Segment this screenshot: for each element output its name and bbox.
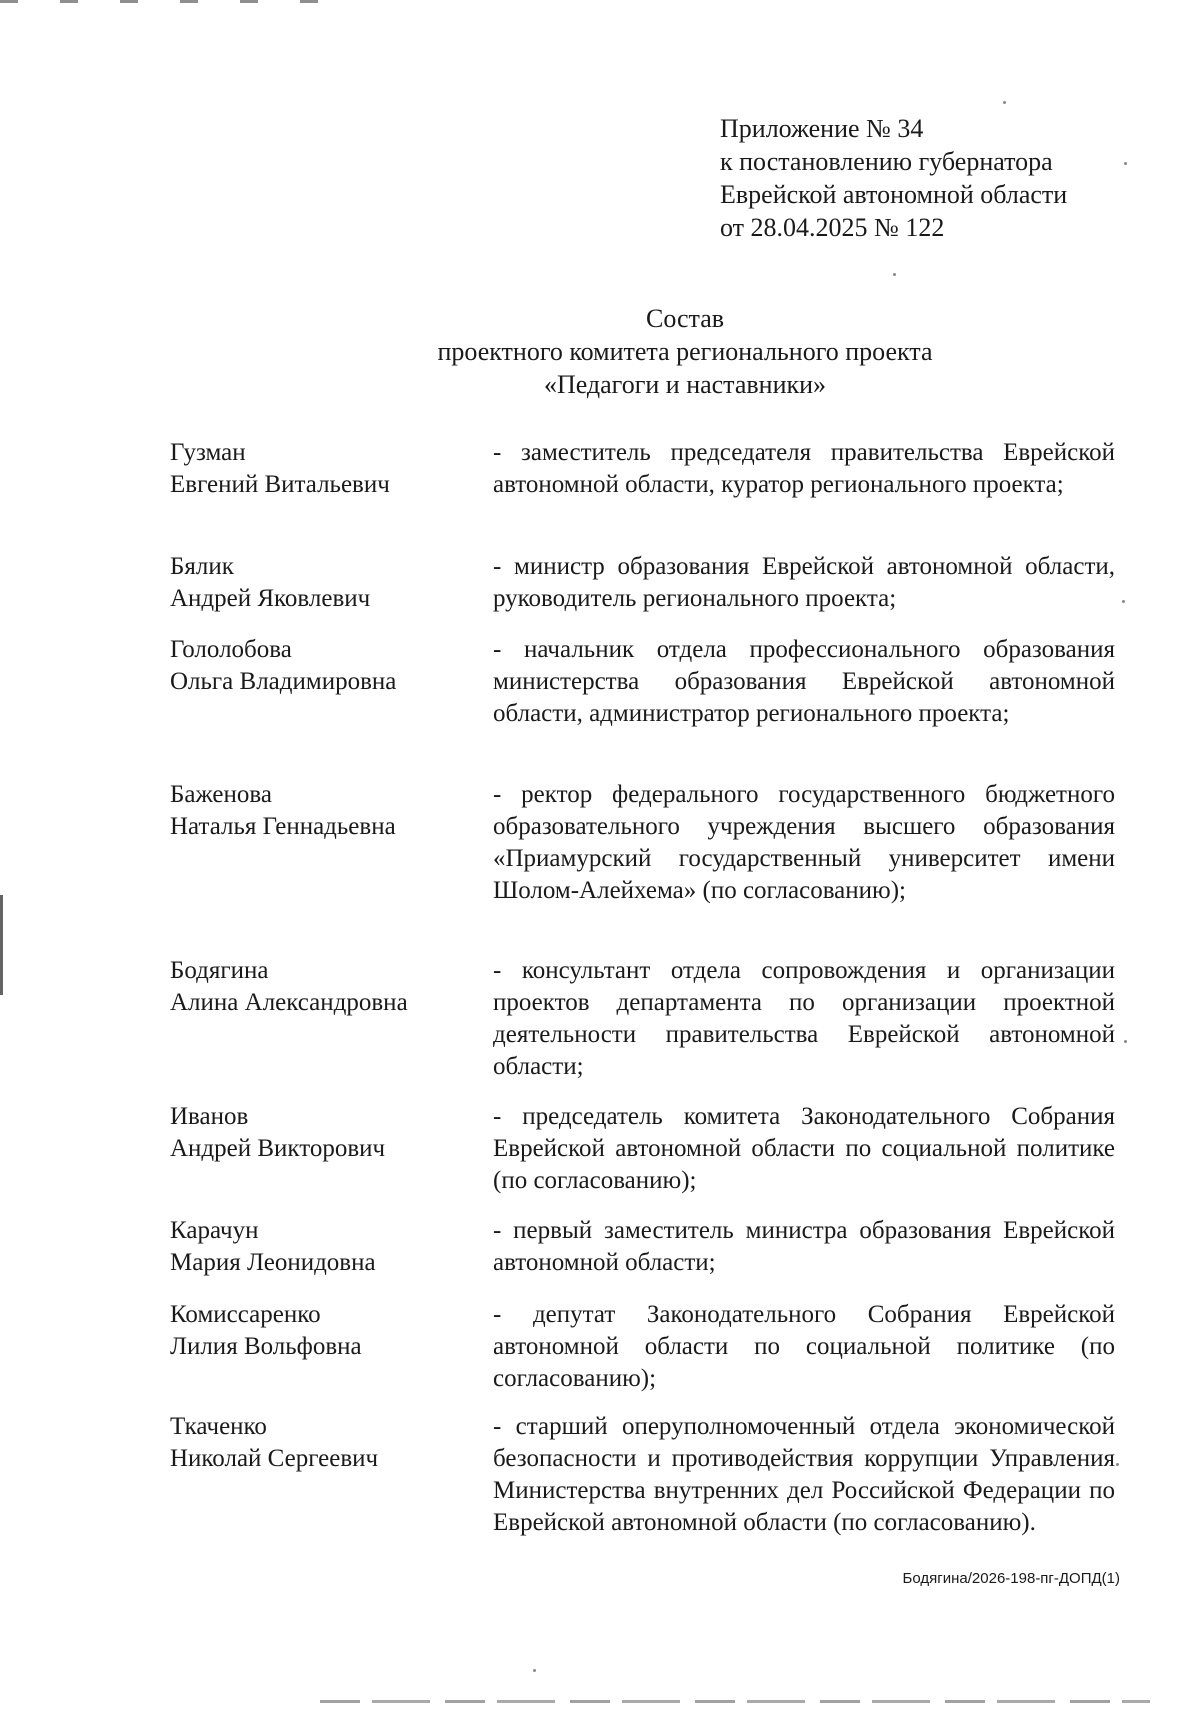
member-given-name: Наталья Геннадьевна <box>170 813 396 840</box>
member-name <box>170 1411 470 1475</box>
document-heading <box>300 302 1070 401</box>
member-role: - старший оперуполномоченный отдела экономической безопасности и противодействия коррупции Управления Министерства внутренних дел Российской Федерации по Еврейской автономной области (по согласованию). <box>493 1413 1115 1536</box>
member-given-name: Лилия Вольфовна <box>170 1333 362 1360</box>
member-surname: Комиссаренко <box>170 1301 321 1328</box>
member-role: - консультант отдела сопровождения и организации проектов департамента по организации проектной деятельности правительства Еврейской автономной области; <box>493 957 1115 1080</box>
scan-speck <box>533 1669 536 1672</box>
member-name <box>170 1101 470 1165</box>
member-name <box>170 437 470 501</box>
heading-line: проектного комитета регионального проекта <box>437 337 933 366</box>
scan-speck <box>1124 1040 1127 1043</box>
scan-speck <box>1124 162 1127 165</box>
member-given-name: Евгений Витальевич <box>170 471 390 498</box>
member-role: - министр образования Еврейской автономной области, руководитель регионального проекта; <box>493 553 1115 612</box>
member-name <box>170 551 470 615</box>
member-given-name: Ольга Владимировна <box>170 668 397 695</box>
member-given-name: Николай Сергеевич <box>170 1445 379 1472</box>
heading-title: Состав <box>645 304 725 333</box>
member-name <box>170 634 470 698</box>
member-role: - начальник отдела профессионального образования министерства образования Еврейской автономной области, администратор регионального проекта; <box>493 636 1115 727</box>
scan-speck <box>1003 101 1006 104</box>
member-role: - председатель комитета Законодательного Собрания Еврейской автономной области по социальной политике (по согласованию); <box>493 1103 1115 1194</box>
appendix-line: Еврейской автономной области <box>720 180 1068 209</box>
heading-line: «Педагоги и наставники» <box>543 370 827 399</box>
member-given-name: Алина Александровна <box>170 989 408 1016</box>
member-surname: Иванов <box>170 1103 249 1130</box>
member-surname: Бялик <box>170 553 234 580</box>
scan-artifact-top <box>0 0 330 3</box>
scan-speck <box>893 273 896 276</box>
member-surname: Гузман <box>170 439 246 466</box>
member-name <box>170 779 470 843</box>
member-surname: Бодягина <box>170 957 269 984</box>
appendix-line: к постановлению губернатора <box>720 147 1053 176</box>
member-surname: Ткаченко <box>170 1413 267 1440</box>
member-role: - депутат Законодательного Собрания Еврейской автономной области по социальной политике (по согласованию); <box>493 1301 1115 1392</box>
member-role: - ректор федерального государственного бюджетного образовательного учреждения высшего образования «Приамурский государственный университет имени Шолом-Алейхема» (по согласованию); <box>493 781 1115 904</box>
scan-artifact-bottom <box>320 1700 1150 1703</box>
member-name <box>170 1215 470 1279</box>
member-surname: Баженова <box>170 781 272 808</box>
appendix-line: от 28.04.2025 № 122 <box>720 213 945 242</box>
member-role: - первый заместитель министра образования Еврейской автономной области; <box>493 1217 1115 1276</box>
member-role: - заместитель председателя правительства Еврейской автономной области, куратор регионального проекта; <box>493 439 1115 498</box>
scan-speck <box>1116 1463 1119 1466</box>
member-surname: Гололобова <box>170 636 292 663</box>
member-given-name: Андрей Викторович <box>170 1135 386 1162</box>
member-name <box>170 1299 470 1363</box>
document-code: Бодягина/2026-198-пг-ДОПД(1) <box>902 1570 1120 1587</box>
member-given-name: Мария Леонидовна <box>170 1249 376 1276</box>
scan-artifact-left <box>0 895 3 995</box>
appendix-line: Приложение № 34 <box>720 114 924 143</box>
appendix-block <box>720 112 1067 244</box>
member-surname: Карачун <box>170 1217 259 1244</box>
member-given-name: Андрей Яковлевич <box>170 585 371 612</box>
scan-speck <box>1122 600 1125 603</box>
member-name <box>170 955 470 1019</box>
